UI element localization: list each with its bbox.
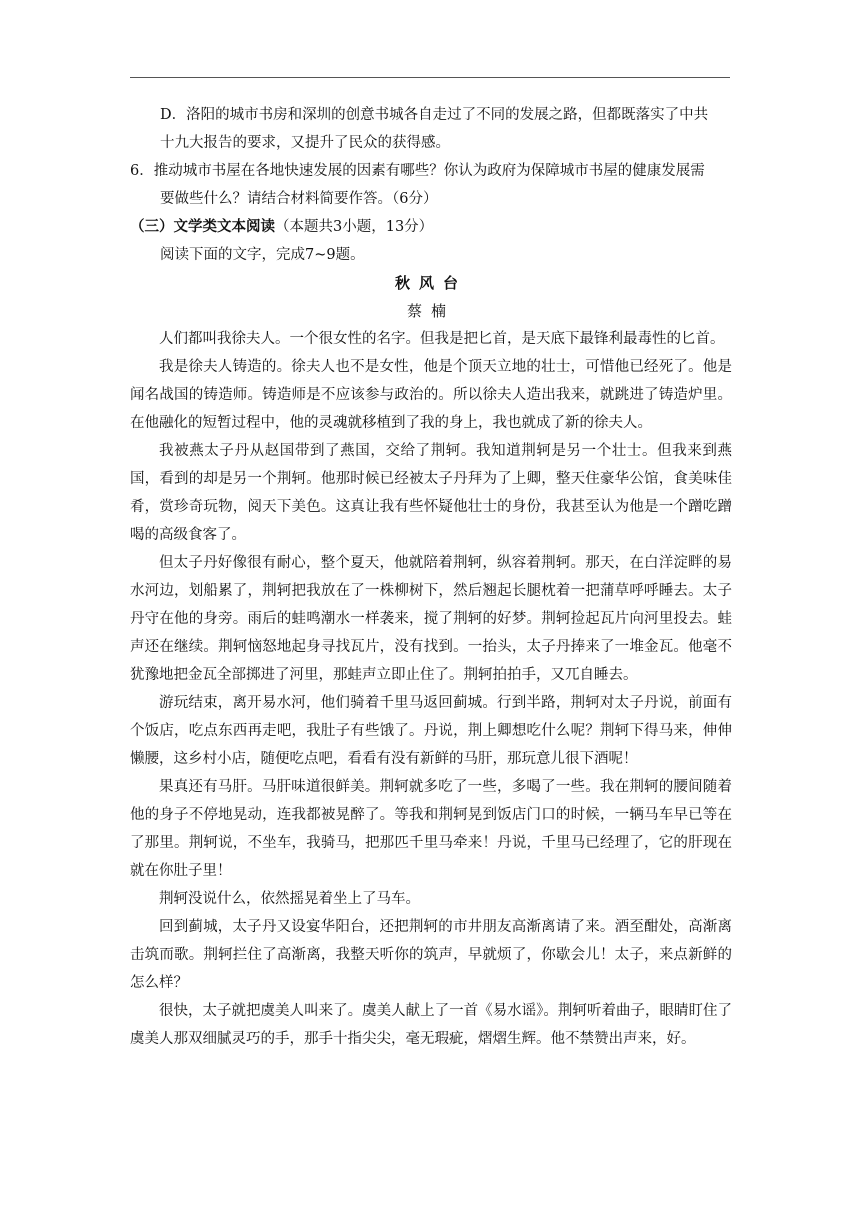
section-3-note: （本题共3小题，13分） — [275, 219, 434, 235]
section-3-title: （三）文学类文本阅读 — [130, 218, 275, 235]
header-rule — [130, 77, 730, 78]
story-paragraph-6: 果真还有马肝。马肝味道很鲜美。荆轲就多吃了一些，多喝了一些。我在荆轲的腰间随着他的身子不停地晃动，连我都被晃醉了。等我和荆轲晃到饭店门口的时候，一辆马车早已等在了那里。荆轲说，不坐车，我骑马，把那匹千里马牵来！丹说，千里马已经理了，它的肝现在就在你肚子里！ — [130, 779, 732, 879]
question-6-line-2: 要做些什么？请结合材料简要作答。（6分） — [160, 191, 438, 207]
story-paragraph-5: 游玩结束，离开易水河，他们骑着千里马返回蓟城。行到半路，荆轲对太子丹说，前面有个饭店，吃点东西再走吧，我肚子有些饿了。丹说，荆上卿想吃什么呢？荆轲下得马来，伸伸懒腰，这乡村小店，随便吃点吧，看看有没有新鲜的马肝，那玩意儿很下酒呢！ — [130, 695, 732, 767]
story-paragraph-4: 但太子丹好像很有耐心，整个夏天，他就陪着荆轲，纵容着荆轲。那天，在白洋淀畔的易水河边，划船累了，荆轲把我放在了一株柳树下，然后翘起长腿枕着一把蒲草呼呼睡去。太子丹守在他的身旁。雨后的蛙鸣潮水一样袭来，搅了荆轲的好梦。荆轲捡起瓦片向河里投去。蛙声还在继续。荆轲恼怒地起身寻找瓦片，没有找到。一抬头，太子丹捧来了一堆金瓦。他毫不犹豫地把金瓦全部掷进了河里，那蛙声立即止住了。荆轲拍拍手，又兀自睡去。 — [130, 555, 732, 683]
story-paragraph-8: 回到蓟城，太子丹又设宴华阳台，还把荆轲的市井朋友高渐离请了来。酒至酣处，高渐离击筑而歌。荆轲拦住了高渐离，我整天听你的筑声，早就烦了，你歇会儿！太子，来点新鲜的怎么样？ — [130, 919, 732, 991]
section-3-heading — [130, 213, 732, 241]
story-paragraph-3: 我被燕太子丹从赵国带到了燕国，交给了荆轲。我知道荆轲是另一个壮士。但我来到燕国，看到的却是另一个荆轲。他那时候已经被太子丹拜为了上卿，整天住豪华公馆，食美味佳肴，赏珍奇玩物，阅天下美色。这真让我有些怀疑他壮士的身份，我甚至认为他是一个蹭吃蹭喝的高级食客了。 — [130, 443, 732, 543]
option-d-line-2: 十九大报告的要求，又提升了民众的获得感。 — [160, 135, 450, 151]
story-paragraph-1: 人们都叫我徐夫人。一个很女性的名字。但我是把匕首，是天底下最锋利最毒性的匕首。 — [159, 331, 725, 347]
reading-instruction: 阅读下面的文字，完成7~9题。 — [160, 247, 365, 263]
story-paragraph-2: 我是徐夫人铸造的。徐夫人也不是女性，他是个顶天立地的壮士，可惜他已经死了。他是闻名战国的铸造师。铸造师是不应该参与政治的。所以徐夫人造出我来，就跳进了铸造炉里。在他融化的短暂过程中，他的灵魂就移植到了我的身上，我也就成了新的徐夫人。 — [130, 359, 732, 431]
document-content — [130, 101, 732, 1053]
story-author: 蔡楠 — [406, 302, 455, 320]
story-paragraph-9: 很快，太子就把虞美人叫来了。虞美人献上了一首《易水谣》。荆轲听着曲子，眼睛盯住了虞美人那双细腻灵巧的手，那手十指尖尖，毫无瑕疵，熠熠生辉。他不禁赞出声来，好。 — [130, 1003, 732, 1047]
question-6-line-1: 6．推动城市书屋在各地快速发展的因素有哪些？你认为政府为保障城市书屋的健康发展需 — [130, 163, 705, 179]
option-d-line-1: D．洛阳的城市书房和深圳的创意书城各自走过了不同的发展之路，但都既落实了中共 — [160, 107, 709, 123]
story-title: 秋风台 — [394, 274, 467, 292]
story-paragraph-7: 荆轲没说什么，依然摇晃着坐上了马车。 — [159, 891, 420, 907]
